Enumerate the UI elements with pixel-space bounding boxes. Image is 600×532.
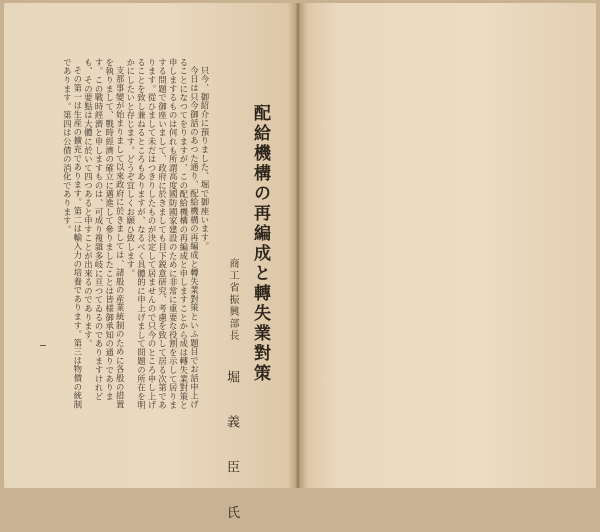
paragraph: その第一は生産の擴充であります。第二は輸入力の培養であります。第三は物價の統制であります。第四は公債の消化であります。 — [62, 58, 83, 410]
article-body — [52, 58, 210, 416]
book-gutter — [288, 3, 308, 488]
article-title: 配給機構の再編成と轉失業對策 — [250, 104, 270, 384]
margin-mark — [40, 345, 46, 346]
paragraph: 只今、御紹介に預りました、堀で御座います。 — [200, 66, 210, 251]
paragraph: 今日は只今御話のあつた通り、配給機構の再編成と轉失業對策といふ題目でお話申上げることになつてをりますが、この配給機構の再編成と申しますことから成は轉失業對策と申しまするものは何れも所謂高度國防國家建設のために非常に重要な役割を示して居りまする問題で御座いまして、政府に於きましても目下鋭意研究、考慮を致して居る次第であります。從ひまして未だはつきりしたものが決定して居ませんので只今のところ申し上げることを致し兼ねるところもありますが、なるべく具體的に申上げまして問題の所在を明かにしたいと存じます。どうぞ宜しくお願ひ致します。 — [125, 58, 200, 410]
author-position: 商工省振興部長 — [227, 258, 238, 342]
right-page-blank — [300, 3, 596, 488]
paragraph: 支那事變が始まりまして以來政府に於きましては、諸般の産業統制のために各般の措置を執りまして、戰時經濟の確立に邁進して參りましたことは皆様御承知の通りであります。この戰時經濟と申しますものは、可成り複雜多岐に亘つてゐるのでありますけれども、その要點は大體に於いて四つあると申すことが出來るのであります。 — [83, 58, 126, 410]
author-name: 堀 義 臣 氏 — [224, 370, 239, 532]
